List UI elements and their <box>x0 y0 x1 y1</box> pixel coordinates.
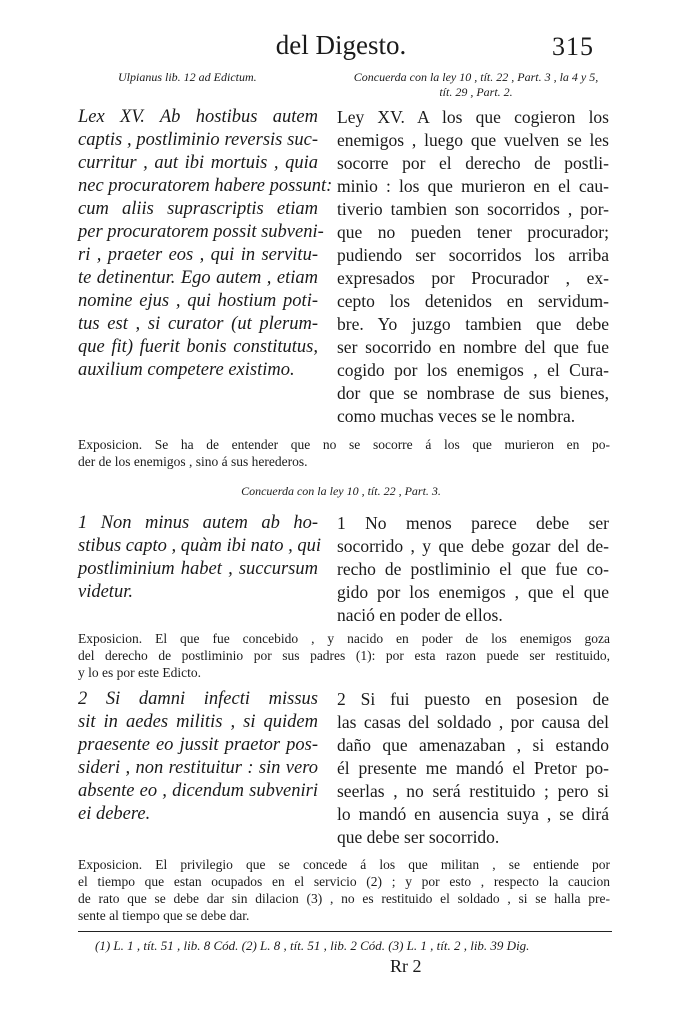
text-line: y lo es por este Edicto. <box>78 665 201 680</box>
source-reference <box>118 70 257 85</box>
page-title: del Digesto. <box>275 30 407 60</box>
text-line: praesente eo jussit praetor pos- <box>78 735 318 755</box>
text-line: daño que amenazaban , si estando <box>337 735 609 755</box>
text-line: minio : los que murieron en el cau- <box>337 176 609 196</box>
text-line: nomine ejus , qui hostium poti- <box>78 291 318 311</box>
text-line: 2 Si fui puesto en posesion de <box>337 689 609 709</box>
page-number: 315 <box>552 32 594 61</box>
text-line: gido por los enemigos , que el que <box>337 582 609 602</box>
text-line: sit in aedes militis , si quidem <box>78 712 318 732</box>
text-line: cogido por los enemigos , el Cura- <box>337 360 609 380</box>
text-line: las casas del soldado , por causa del <box>337 712 609 732</box>
text-line: que fit) fuerit bonis constitutus, <box>78 337 318 357</box>
latin-text-section-2 <box>78 688 318 826</box>
text-line: cepto los detenidos en servidum- <box>337 291 609 311</box>
exposicion-lex-xv <box>78 436 610 470</box>
text-line: te detinentur. Ego autem , etiam <box>78 268 318 288</box>
text-line: él presente me mandó el Pretor po- <box>337 758 609 778</box>
text-line: recho de postliminio el que fue co- <box>337 559 609 579</box>
concordance-reference-mid: Concuerda con la ley 10 , tít. 22 , Part. 3. <box>241 484 441 498</box>
text-line: seerlas , no será restituido ; pero si <box>337 781 609 801</box>
exposicion-section-1 <box>78 630 610 681</box>
text-line: stibus capto , quàm ibi nato , qui <box>78 536 322 556</box>
text-line: socorre por el derecho de postli- <box>337 153 609 173</box>
footnotes: (1) L. 1 , tít. 51 , lib. 8 Cód. (2) L. 8 , tít. 51 , lib. 2 Cód. (3) L. 1 , tít. 2 , lib. 39 Dig. <box>95 938 530 953</box>
text-line: el tiempo que estan ocupados en el servicio (2) ; y por esto , respecto la caucion <box>78 874 610 889</box>
text-line: captis , postliminio reversis suc- <box>78 130 318 150</box>
text-line: lo mandó en ausencia suya , se dirá <box>337 804 609 824</box>
spanish-text-section-2 <box>337 688 609 849</box>
source-reference-text: Ulpianus lib. 12 ad Edictum. <box>118 70 257 84</box>
text-line: nació en poder de ellos. <box>337 605 503 625</box>
text-line: 1 No menos parece debe ser <box>337 513 609 533</box>
text-line: enemigos , luego que vuelven se les <box>337 130 609 150</box>
footnote-divider <box>78 931 612 932</box>
concordance-line: Concuerda con la ley 10 , tít. 22 , Part. 3 , la 4 y 5, <box>353 70 599 84</box>
text-line: 1 Non minus autem ab ho- <box>78 513 318 533</box>
text-line: sente al tiempo que se debe dar. <box>78 908 250 923</box>
text-line: auxilium competere existimo. <box>78 360 295 380</box>
text-line: que debe ser socorrido. <box>337 827 500 847</box>
text-line: tus est , si curator (ut plerum- <box>78 314 318 334</box>
spanish-text-ley-xv <box>337 106 609 428</box>
text-line: der de los enemigos , sino á sus herederos. <box>78 454 308 469</box>
text-line: 2 Si damni infecti missus <box>78 689 318 709</box>
text-line: pudiendo ser socorridos los arriba <box>337 245 609 265</box>
text-line: que no pueden tener procurador; <box>337 222 609 242</box>
text-line: ei debere. <box>78 804 151 824</box>
text-line: dor que se nombrase de sus bienes, <box>337 383 609 403</box>
text-line: Exposicion. Se ha de entender que no se socorre á los que murieron en po- <box>78 437 610 452</box>
text-line: sideri , non restituitur : sin vero <box>78 758 318 778</box>
text-line: ri , praeter eos , qui in servitu- <box>78 245 318 265</box>
latin-text-section-1 <box>78 512 322 604</box>
exposicion-section-2 <box>78 856 610 924</box>
text-line: cum aliis suprascriptis etiam <box>78 199 318 219</box>
spanish-text-section-1 <box>337 512 609 627</box>
text-line: absente eo , dicendum subveniri <box>78 781 318 801</box>
text-line: curritur , aut ibi mortuis , quia <box>78 153 318 173</box>
concordance-line: tít. 29 , Part. 2. <box>439 85 513 99</box>
text-line: tiverio tambien son socorridos , por- <box>337 199 609 219</box>
text-line: como muchas veces se le nombra. <box>337 406 576 426</box>
text-line: socorrido , y que debe gozar del de- <box>337 536 609 556</box>
text-line: expresados por Procurador , ex- <box>337 268 609 288</box>
text-line: del derecho de postliminio por sus padres (1): por esta razon puede ser restituido, <box>78 648 610 663</box>
latin-text-lex-xv <box>78 106 333 382</box>
text-line: Lex XV. Ab hostibus autem <box>78 107 318 127</box>
text-line: bre. Yo juzgo tambien que debe <box>337 314 609 334</box>
text-line: Ley XV. A los que cogieron los <box>337 107 609 127</box>
text-line: nec procuratorem habere possunt: <box>78 176 333 196</box>
text-line: ser socorrido en nombre del que fue <box>337 337 609 357</box>
concordance-reference <box>340 70 612 100</box>
text-line: de rato que se debe dar sin dilacion (3) , no es restituido el soldado , si se halla pre- <box>78 891 610 906</box>
text-line: videtur. <box>78 582 133 602</box>
text-line: per procuratorem possit subveni- <box>78 222 324 242</box>
text-line: Exposicion. El privilegio que se concede á los que militan , se entiende por <box>78 857 610 872</box>
text-line: postliminium habet , succursum <box>78 559 318 579</box>
text-line: Exposicion. El que fue concebido , y nacido en poder de los enemigos goza <box>78 631 610 646</box>
signature-mark: Rr 2 <box>390 956 422 976</box>
